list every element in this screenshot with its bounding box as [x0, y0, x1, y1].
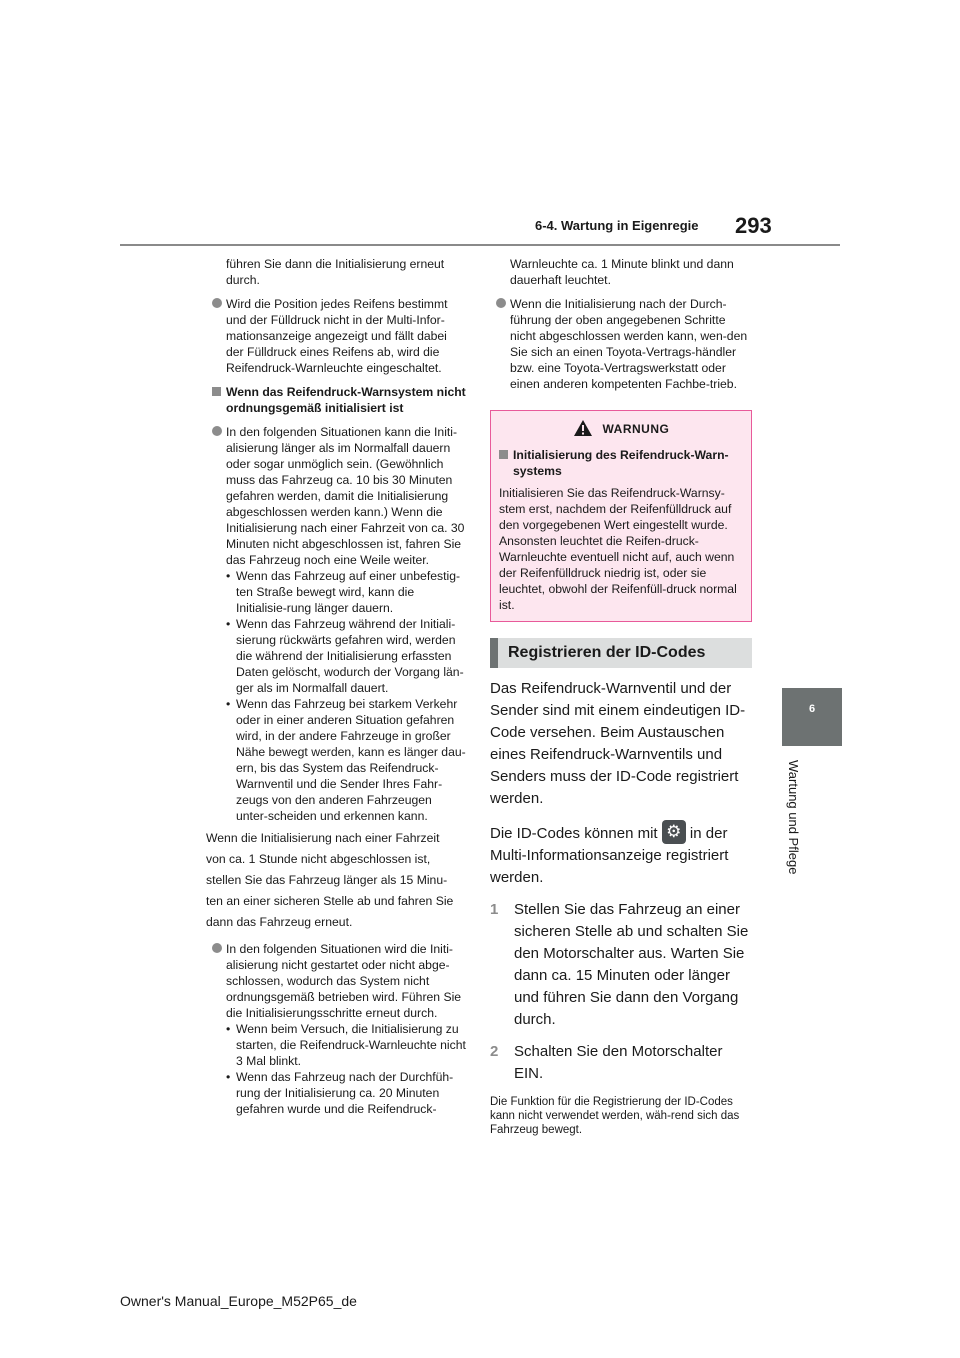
- sub-bullet-marker: •: [226, 1070, 231, 1084]
- list-item: [206, 941, 466, 1021]
- sub-bullet-marker: •: [226, 569, 231, 583]
- square-bullet-icon: [212, 387, 221, 396]
- bullet-text: In den folgenden Situationen kann die Initi-alisierung länger als im Normalfall dauern oder sogar unmöglich sein. (Gewöhnlich muss das Fahrzeug ca. 10 bis 30 Minuten gefahren werden, damit die Initialisierung abgeschlossen werden kann.) Wenn die Initialisierung nach einer Fahrzeit von ca. 30 Minuten nicht abgeschlossen ist, fahren Sie das Fahrzeug noch eine Weile weiter.: [226, 425, 465, 567]
- step-item: [490, 1041, 752, 1085]
- section-heading: Registrieren der ID-Codes: [490, 638, 752, 668]
- sub-list-item: [206, 568, 466, 616]
- sub-list-item: [206, 616, 466, 696]
- list-item: [206, 296, 466, 376]
- list-item: [490, 296, 752, 392]
- chapter-tab: [782, 688, 842, 746]
- warning-triangle-icon: [573, 419, 593, 441]
- warning-heading-text: Initialisierung des Reifendruck-Warn-systems: [513, 448, 729, 478]
- sub-bullet-text: Wenn das Fahrzeug bei starkem Verkehr oder in einer anderen Situation gefahren wird, in der andere Fahrzeuge in großer Nähe bewegt werden, kann es länger dau-ern, bis das System das Reifendruck-Warnventil und die Sender Ihres Fahr-zeugs von den anderen Fahrzeugen unter-scheiden und erkennen kann.: [236, 697, 466, 823]
- plain-paragraph: [206, 828, 466, 933]
- header-divider: [120, 244, 840, 246]
- bullet-text: In den folgenden Situationen wird die Initi-alisierung nicht gestartet oder nicht abge-schlossen, wodurch das System nicht ordnungsgemäß betrieben wird. Führen Sie die Initialisierungsschritte erneut durch.: [226, 942, 462, 1020]
- chapter-number: 6: [808, 703, 816, 715]
- bullet-icon: [212, 298, 222, 308]
- sub-list-item: [206, 1069, 466, 1117]
- step-number: 1: [490, 901, 499, 918]
- list-item: [206, 424, 466, 568]
- paragraph-line: von ca. 1 Stunde nicht abgeschlossen ist,: [206, 852, 431, 866]
- note-text: Die Funktion für die Registrierung der ID-Codes kann nicht verwendet werden, wäh-rend sich das Fahrzeug bewegt.: [490, 1096, 740, 1136]
- chapter-label: [787, 760, 801, 880]
- right-column: [490, 256, 752, 1137]
- sub-list-item: [206, 1021, 466, 1069]
- sub-bullet-text: Wenn das Fahrzeug auf einer unbefestig-ten Straße bewegt wird, kann die Initialisie-rung länger dauern.: [236, 569, 461, 615]
- warning-subheading: [499, 447, 743, 479]
- paragraph-line: dann das Fahrzeug erneut.: [206, 915, 353, 929]
- sub-bullet-text: Wenn beim Versuch, die Initialisierung zu starten, die Reifendruck-Warnleuchte nicht 3 Mal blinkt.: [236, 1022, 466, 1068]
- sub-bullet-text: Wenn das Fahrzeug nach der Durchfüh-rung der Initialisierung ca. 20 Minuten gefahren wurde und die Reifendruck-: [236, 1070, 454, 1116]
- sub-bullet-marker: •: [226, 1022, 231, 1036]
- register-paragraph: [490, 820, 752, 845]
- sub-bullet-marker: •: [226, 697, 231, 711]
- section-title: 6-4. Wartung in Eigenregie: [535, 218, 699, 233]
- step-item: [490, 899, 752, 1031]
- warning-box: [490, 410, 752, 622]
- step-text: Schalten Sie den Motorschalter EIN.: [514, 1043, 723, 1082]
- sub-list-item: [206, 696, 466, 824]
- bullet-icon: [496, 298, 506, 308]
- register-paragraph-line2: Multi-Informationsanzeige registriert werden.: [490, 847, 729, 886]
- subheading: [206, 384, 466, 416]
- paragraph-line: Wenn die Initialisierung nach einer Fahrzeit: [206, 831, 440, 845]
- left-continuation: führen Sie dann die Initialisierung erneut durch.: [226, 257, 445, 287]
- footer-text: Owner's Manual_Europe_M52P65_de: [120, 1293, 357, 1309]
- subheading-text: Wenn das Reifendruck-Warnsystem nicht ordnungsgemäß initialisiert ist: [226, 385, 466, 415]
- bullet-text: Wird die Position jedes Reifens bestimmt und der Fülldruck nicht in der Multi-Infor-mationsanzeige angezeigt und fällt dabei der Fülldruck eines Reifens ab, wird die Reifendruck-Warnleuchte eingeschaltet.: [226, 297, 448, 375]
- paragraph-line: stellen Sie das Fahrzeug länger als 15 Minu-: [206, 873, 448, 887]
- register-text-before: Die ID-Codes können mit: [490, 825, 658, 842]
- register-text-after: in der: [689, 825, 728, 842]
- warning-body: Initialisieren Sie das Reifendruck-Warnsy-stem erst, nachdem der Reifenfülldruck auf den vorgegebenen Wert eingestellt wurde. Ansonsten leuchtet die Reifen-druck-Warnleuchte eventuell nicht auf, auch wenn der Reifenfülldruck niedrig ist, oder sie leuchtet, obwohl der Reifenfüll-druck normal ist.: [499, 486, 737, 612]
- sub-bullet-text: Wenn das Fahrzeug während der Initiali-sierung rückwärts gefahren wird, werden die während der Initialisierung erfassten Daten gelöscht, wodurch der Vorgang län-ger als im Normalfall dauert.: [236, 617, 464, 695]
- settings-gear-icon: [662, 820, 686, 844]
- bullet-text: Wenn die Initialisierung nach der Durch-führung der oben angegebenen Schritte nicht abgeschlossen werden kann, wen-den Sie sich an einen Toyota-Vertrags-händler bzw. eine Toyota-Vertragswerkstatt oder einen anderen kompetenten Fachbe-trieb.: [510, 297, 748, 391]
- chapter-label-text: Wartung und Pflege: [786, 760, 801, 875]
- bullet-icon: [212, 426, 222, 436]
- square-bullet-icon: [499, 450, 508, 459]
- warning-label: WARNUNG: [602, 422, 670, 437]
- left-column: [206, 256, 466, 1117]
- step-text: Stellen Sie das Fahrzeug an einer sicheren Stelle ab und schalten Sie den Motorschalter aus. Warten Sie dann ca. 15 Minuten oder länger und führen Sie dann den Vorgang durch.: [514, 901, 749, 1028]
- warning-header: [499, 411, 743, 447]
- intro-paragraph: Das Reifendruck-Warnventil und der Sender sind mit einem eindeutigen ID-Code versehen. Beim Austauschen eines Reifendruck-Warnventils und Senders muss der ID-Code registriert werden.: [490, 680, 746, 807]
- paragraph-line: ten an einer sicheren Stelle ab und fahren Sie: [206, 894, 454, 908]
- step-number: 2: [490, 1043, 499, 1060]
- page-number: 293: [735, 213, 772, 238]
- right-continuation: Warnleuchte ca. 1 Minute blinkt und dann dauerhaft leuchtet.: [510, 257, 734, 287]
- bullet-icon: [212, 943, 222, 953]
- sub-bullet-marker: •: [226, 617, 231, 631]
